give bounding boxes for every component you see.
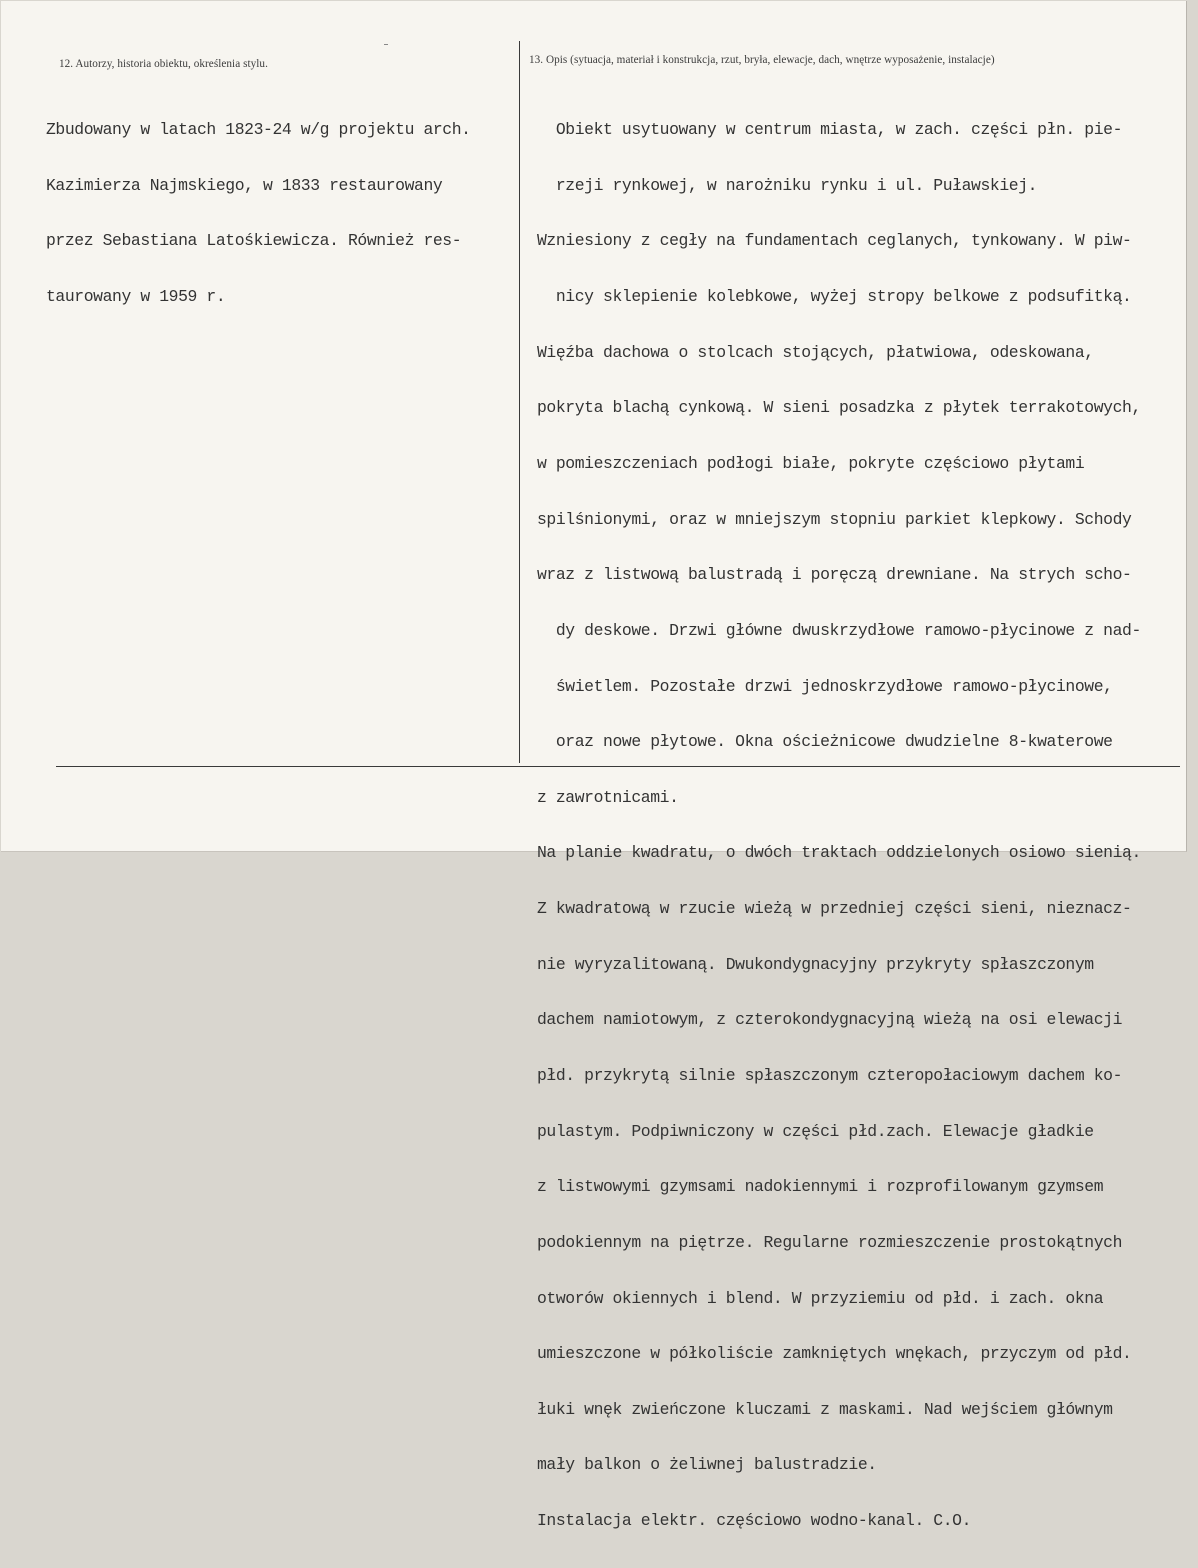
section-13-heading: 13. Opis (sytuacja, materiał i konstrukcja, rzut, bryła, elewacje, dach, wnętrze wyposażenie, instalacje) bbox=[529, 54, 995, 66]
inventory-card bbox=[1, 1, 1187, 1531]
text-line: Obiekt usytuowany w centrum miasta, w zach. części płn. pie- bbox=[537, 120, 1123, 140]
text-line: Zbudowany w latach 1823-24 w/g projektu arch. bbox=[46, 120, 471, 140]
text-line: nie wyryzalitowaną. Dwukondygnacyjny przykryty spłaszczonym bbox=[537, 954, 1094, 974]
text-line: pokryta blachą cynkową. W sieni posadzka z płytek terrakotowych, bbox=[537, 398, 1141, 418]
text-line: w pomieszczeniach podłogi białe, pokryte częściowo płytami bbox=[537, 453, 1085, 473]
text-line: mały balkon o żeliwnej balustradzie. bbox=[537, 1455, 877, 1475]
text-line: łuki wnęk zwieńczone kluczami z maskami. Nad wejściem głównym bbox=[537, 1399, 1113, 1419]
text-line: z listwowymi gzymsami nadokiennymi i rozprofilowanym gzymsem bbox=[537, 1177, 1104, 1197]
text-line: Na planie kwadratu, o dwóch traktach oddzielonych osiowo sienią. bbox=[537, 843, 1141, 863]
text-line: dy deskowe. Drzwi główne dwuskrzydłowe ramowo-płycinowe z nad- bbox=[537, 620, 1141, 640]
text-line: z zawrotnicami. bbox=[537, 787, 679, 807]
section-12-heading: 12. Autorzy, historia obiektu, określenia stylu. bbox=[59, 58, 268, 70]
text-line: spilśnionymi, oraz w mniejszym stopniu parkiet klepkowy. Schody bbox=[537, 509, 1132, 529]
text-line: Z kwadratową w rzucie wieżą w przedniej części sieni, nieznacz- bbox=[537, 899, 1132, 919]
text-line: Instalacja elektr. częściowo wodno-kanal. C.O. bbox=[537, 1511, 972, 1531]
text-line: oraz nowe płytowe. Okna ościeżnicowe dwudzielne 8-kwaterowe bbox=[537, 732, 1113, 752]
text-line: otworów okiennych i blend. W przyziemiu od płd. i zach. okna bbox=[537, 1288, 1104, 1308]
text-line: Kazimierza Najmskiego, w 1833 restaurowany bbox=[46, 175, 443, 195]
text-line: taurowany w 1959 r. bbox=[46, 287, 226, 307]
paper-speck bbox=[384, 44, 388, 45]
text-line: nicy sklepienie kolebkowe, wyżej stropy belkowe z podsufitką. bbox=[537, 287, 1132, 307]
text-line: wraz z listwową balustradą i poręczą drewniane. Na strych scho- bbox=[537, 565, 1132, 585]
text-line: Wzniesiony z cegły na fundamentach ceglanych, tynkowany. W piw- bbox=[537, 231, 1132, 251]
text-line: rzeji rynkowej, w narożniku rynku i ul. Puławskiej. bbox=[537, 175, 1038, 195]
text-line: pulastym. Podpiwniczony w części płd.zach. Elewacje gładkie bbox=[537, 1121, 1094, 1141]
text-line: Więźba dachowa o stolcach stojących, płatwiowa, odeskowana, bbox=[537, 342, 1094, 362]
text-line: dachem namiotowym, z czterokondygnacyjną wieżą na osi elewacji bbox=[537, 1010, 1123, 1030]
text-line: przez Sebastiana Latośkiewicza. Również res- bbox=[46, 231, 462, 251]
column-divider bbox=[519, 41, 520, 763]
text-line: umieszczone w półkoliście zamkniętych wnękach, przyczym od płd. bbox=[537, 1344, 1132, 1364]
text-line: płd. przykrytą silnie spłaszczonym czteropołaciowym dachem ko- bbox=[537, 1065, 1123, 1085]
section-13-text bbox=[537, 84, 1141, 1568]
section-12-text bbox=[46, 84, 471, 344]
text-line: podokiennym na piętrze. Regularne rozmieszczenie prostokątnych bbox=[537, 1232, 1123, 1252]
text-line: świetlem. Pozostałe drzwi jednoskrzydłowe ramowo-płycinowe, bbox=[537, 676, 1113, 696]
